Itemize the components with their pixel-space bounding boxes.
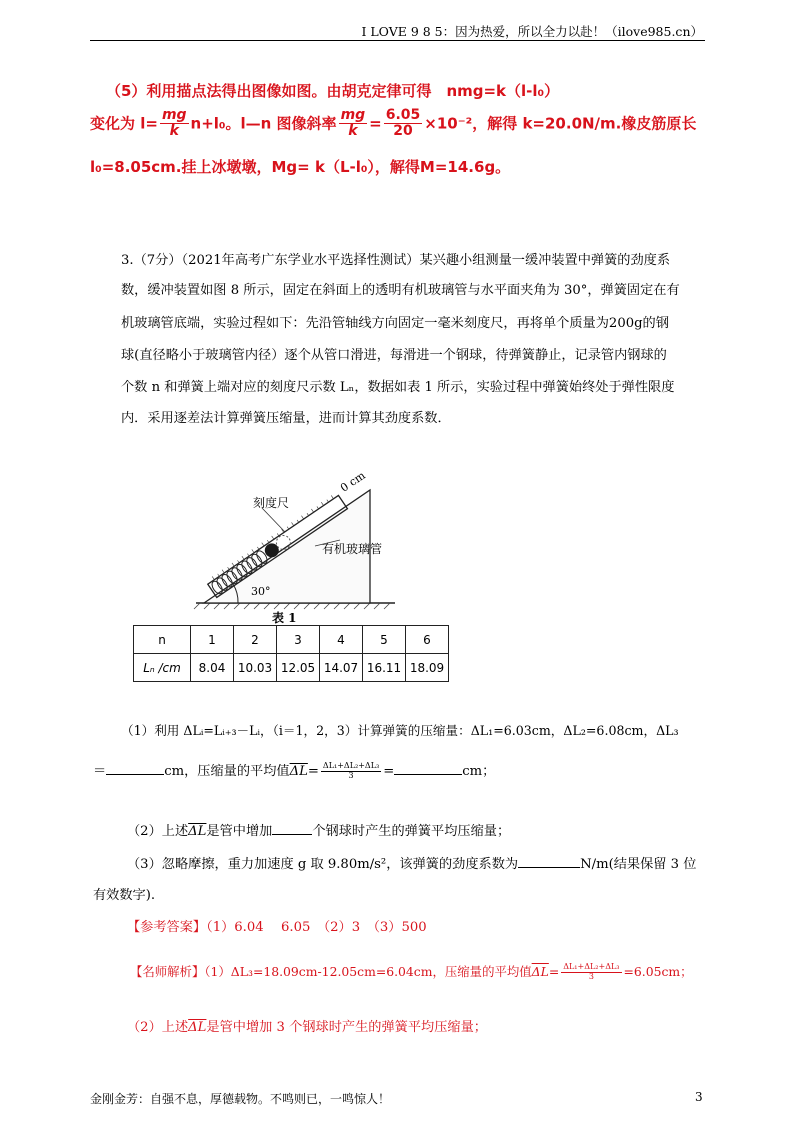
analysis-line1	[130, 962, 693, 982]
part5-line3: l₀=8.05cm.挂上冰墩墩，Mg= k（L-l₀），解得M=14.6g。	[90, 158, 511, 176]
analysis-text-a: 【名师解析】（1）ΔL₃=18.09cm-12.05cm=6.04cm，压缩量的平均值	[130, 964, 532, 979]
sub3-line2: 有效数字).	[93, 888, 156, 903]
table-cell: 10.03	[234, 654, 277, 682]
analysis-line2	[127, 1016, 487, 1035]
reference-answer: 【参考答案】（1）6.04 6.05 （2）3 （3）500	[127, 920, 427, 935]
table-cell: 2	[234, 626, 277, 654]
angle-label: 30°	[251, 585, 271, 598]
q3-line-6: 内．采用逐差法计算弹簧压缩量，进而计算其劲度系数．	[121, 411, 451, 426]
ruler-pointer-line	[262, 508, 285, 532]
footer-motto: 金刚金芳：自强不息，厚德载物。不鸣则已，一鸣惊人！	[90, 1092, 391, 1106]
sub2-pre: （2）上述	[127, 824, 189, 839]
avg-delta-L: $\overline{\Delta L}$	[531, 964, 549, 979]
ruler-label: 刻度尺	[253, 496, 290, 510]
equals-sign: =	[369, 114, 382, 133]
table-cell: 1	[191, 626, 234, 654]
analysis-pre: （2）上述	[127, 1020, 189, 1035]
sub3-line1	[127, 853, 696, 872]
answer-blank-1[interactable]	[106, 762, 164, 775]
part5-line2-a: 变化为 l=	[90, 114, 158, 133]
equals-sign: =	[383, 764, 395, 779]
table-cell: 4	[320, 626, 363, 654]
table-cell: 16.11	[363, 654, 406, 682]
sub1-line1: （1）利用 ΔLᵢ=Lᵢ₊₃－Lᵢ，（i＝1，2，3）计算弹簧的压缩量：ΔL₁=6.03cm，ΔL₂=6.08cm，ΔL₃	[121, 723, 679, 738]
table-row	[134, 626, 449, 654]
sub1-text-a: cm，压缩量的平均值	[164, 764, 290, 779]
analysis-post: 是管中增加 3 个钢球时产生的弹簧平均压缩量；	[206, 1020, 487, 1035]
table-head-L: Lₙ /cm	[134, 654, 191, 682]
data-table	[133, 625, 449, 682]
part5-line2	[90, 108, 696, 140]
page-header: I LOVE 9 8 5：因为热爱，所以全力以赴！（ilove985.cn）	[361, 24, 703, 39]
sub1-line2	[93, 760, 495, 781]
sub2-line	[127, 820, 510, 839]
table-cell: 6	[406, 626, 449, 654]
table-cell: 5	[363, 626, 406, 654]
table-cell: 8.04	[191, 654, 234, 682]
answer-blank-2[interactable]	[394, 762, 462, 775]
q3-line-4: 球(直径略小于玻璃管内径）逐个从管口滑进，每滑进一个钢球，待弹簧静止，记录管内钢球的	[121, 348, 667, 363]
sub3-text-b: N/m(结果保留 3 位	[580, 857, 697, 872]
table-cell: 3	[277, 626, 320, 654]
table-head-n: n	[134, 626, 191, 654]
answer-blank-3[interactable]	[272, 822, 312, 835]
equals-sign: ＝	[93, 764, 107, 779]
table-caption: 表 1	[272, 611, 297, 625]
equals-sign: =	[307, 764, 319, 779]
q3-line-3: 机玻璃管底端，实验过程如下：先沿管轴线方向固定一毫米刻度尺，再将单个质量为200g的钢	[121, 316, 669, 331]
page-number: 3	[695, 1090, 703, 1104]
zero-cm-label: 0 cm	[338, 468, 368, 495]
fraction-mg-over-k: $\frac{mg}{k}$	[161, 107, 187, 140]
part5-line2-c: ×10⁻²，解得 k=20.0N/m.橡皮筋原长	[424, 114, 697, 133]
sub3-text-a: （3）忽略摩擦，重力加速度 g 取 9.80m/s²，该弹簧的劲度系数为	[127, 857, 519, 872]
table-cell: 14.07	[320, 654, 363, 682]
header-rule	[90, 40, 705, 41]
avg-fraction: $\frac{\text{ΔL₁+ΔL₂+ΔL₃}}{3}$	[563, 962, 620, 981]
table-cell: 18.09	[406, 654, 449, 682]
part5-line2-b: n+l₀。l—n 图像斜率	[190, 114, 337, 133]
table-row	[134, 654, 449, 682]
q3-line-1: 3.（7分）（2021年高考广东学业水平选择性测试）某兴趣小组测量一缓冲装置中弹簧的劲度系	[121, 253, 671, 268]
fraction-value: $\frac{6.05}{20}$	[385, 107, 421, 140]
table-cell: 12.05	[277, 654, 320, 682]
q3-line-5: 个数 n 和弹簧上端对应的刻度尺示数 Lₙ，数据如表 1 所示，实验过程中弹簧始终处于弹性限度	[121, 380, 675, 395]
avg-delta-L: $\overline{\Delta L}$	[188, 824, 207, 839]
answer-blank-4[interactable]	[518, 855, 580, 868]
sub2-mid: 是管中增加	[206, 824, 273, 839]
analysis-text-b: =6.05cm；	[623, 964, 693, 979]
tube-label: 有机玻璃管	[322, 542, 383, 556]
sub2-post: 个钢球时产生的弹簧平均压缩量；	[312, 824, 511, 839]
avg-delta-L: $\overline{\Delta L}$	[289, 764, 308, 779]
avg-delta-L: $\overline{\Delta L}$	[188, 1020, 207, 1035]
avg-fraction: $\frac{\text{ΔL₁+ΔL₂+ΔL₃}}{3}$	[322, 761, 380, 780]
fraction-slope: $\frac{mg}{k}$	[340, 107, 366, 140]
equals-sign: =	[548, 964, 560, 979]
q3-line-2: 数，缓冲装置如图 8 所示，固定在斜面上的透明有机玻璃管与水平面夹角为 30°，弹簧固定在有	[121, 283, 680, 298]
sub1-text-b: cm；	[462, 764, 496, 779]
part5-line1: （5）利用描点法得出图像如图。由胡克定律可得 nmg=k（l-l₀）	[106, 82, 560, 100]
